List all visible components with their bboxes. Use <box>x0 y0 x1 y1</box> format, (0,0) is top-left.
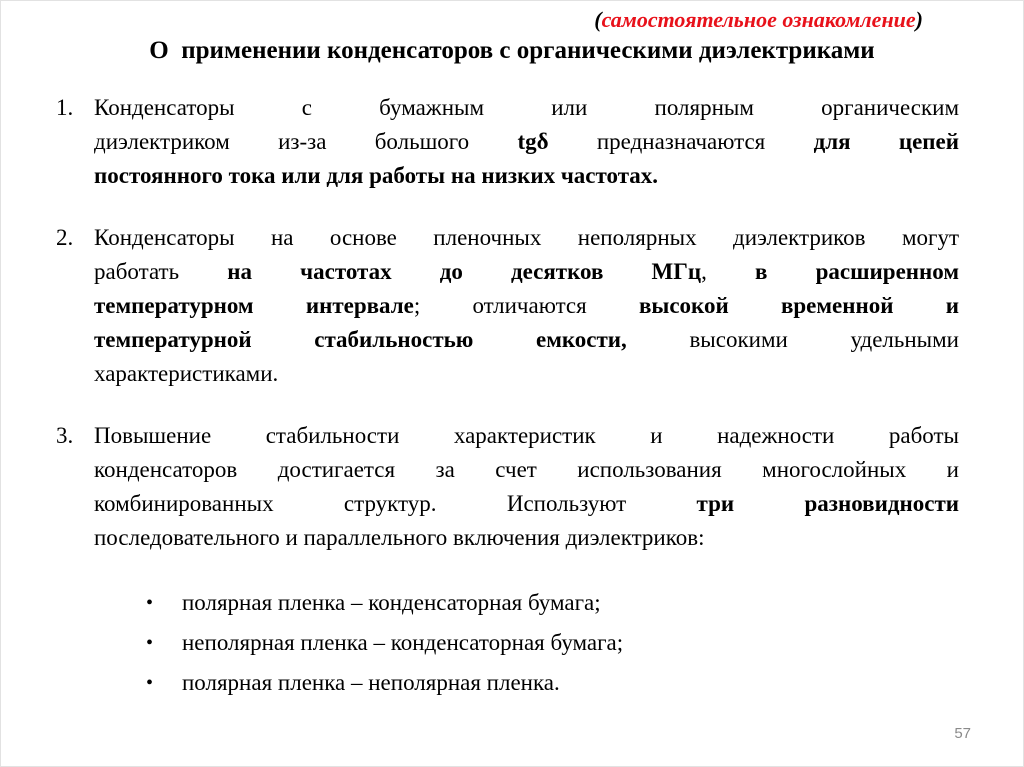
list-item <box>56 91 959 193</box>
text-line <box>94 255 959 289</box>
text-line <box>94 289 959 323</box>
text: Конденсаторы на основе пленочных неполярных диэлектриков могут <box>94 225 959 250</box>
text: , <box>701 259 756 284</box>
text-line <box>94 323 959 357</box>
text: характеристиками. <box>94 361 279 386</box>
text-line <box>94 91 959 125</box>
bold-text: для цепей <box>813 129 960 154</box>
text: работать <box>94 259 228 284</box>
note-text: самостоятельное ознакомление <box>601 7 916 32</box>
bold-text: высокой временной и <box>638 293 959 318</box>
list-item <box>56 221 959 391</box>
list-item <box>56 419 959 555</box>
text-line <box>94 521 959 555</box>
text-line <box>94 159 959 193</box>
bold-text: в расширенном <box>755 259 960 284</box>
bullet-list <box>56 583 959 703</box>
item-number: 2. <box>56 225 74 250</box>
text: последовательного и параллельного включения диэлектриков: <box>94 525 705 550</box>
bullet-item <box>146 623 959 663</box>
text: высокими удельными <box>626 327 959 352</box>
bullet-text: полярная пленка – неполярная пленка. <box>182 670 560 695</box>
numbered-list <box>56 91 959 555</box>
bullet-item <box>146 663 959 703</box>
text: конденсаторов достигается за счет использования многослойных и <box>94 457 959 482</box>
item-body <box>94 419 959 555</box>
item-number: 3. <box>56 423 74 448</box>
text-line <box>94 487 959 521</box>
item-number: 1. <box>56 95 74 120</box>
bullet-icon: • <box>146 592 154 614</box>
text-line <box>94 419 959 453</box>
item-body <box>94 221 959 391</box>
bold-text: три разновидности <box>696 491 959 516</box>
bullet-icon: • <box>146 632 154 654</box>
slide-title: О применении конденсаторов с органическими диэлектриками <box>149 37 875 64</box>
note-paren-open: ( <box>594 7 602 32</box>
text: диэлектриком из-за большого <box>94 129 518 154</box>
text-line <box>94 125 959 159</box>
bullet-icon: • <box>146 672 154 694</box>
bullet-item <box>146 583 959 623</box>
bold-text: на частотах до десятков МГц <box>227 259 702 284</box>
page-number: 57 <box>954 725 971 742</box>
bold-text: температурном интервале <box>94 293 414 318</box>
text: предназначаются <box>548 129 814 154</box>
slide-content <box>1 66 1023 703</box>
text-line <box>94 357 959 391</box>
bullet-text: полярная пленка – конденсаторная бумага; <box>182 590 601 615</box>
text: Конденсаторы с бумажным или полярным органическим <box>94 95 959 120</box>
bold-text: tgδ <box>517 129 549 154</box>
text: Повышение стабильности характеристик и надежности работы <box>94 423 959 448</box>
bold-text: постоянного тока или для работы на низких частотах. <box>94 163 659 188</box>
note-paren-close: ) <box>915 7 923 32</box>
text: комбинированных структур. Используют <box>94 491 697 516</box>
text: ; отличаются <box>413 293 639 318</box>
bullet-text: неполярная пленка – конденсаторная бумага; <box>182 630 624 655</box>
note <box>1 7 1023 33</box>
text-line <box>94 453 959 487</box>
bold-text: температурной стабильностью емкости, <box>94 327 627 352</box>
text-line <box>94 221 959 255</box>
item-body <box>94 91 959 193</box>
